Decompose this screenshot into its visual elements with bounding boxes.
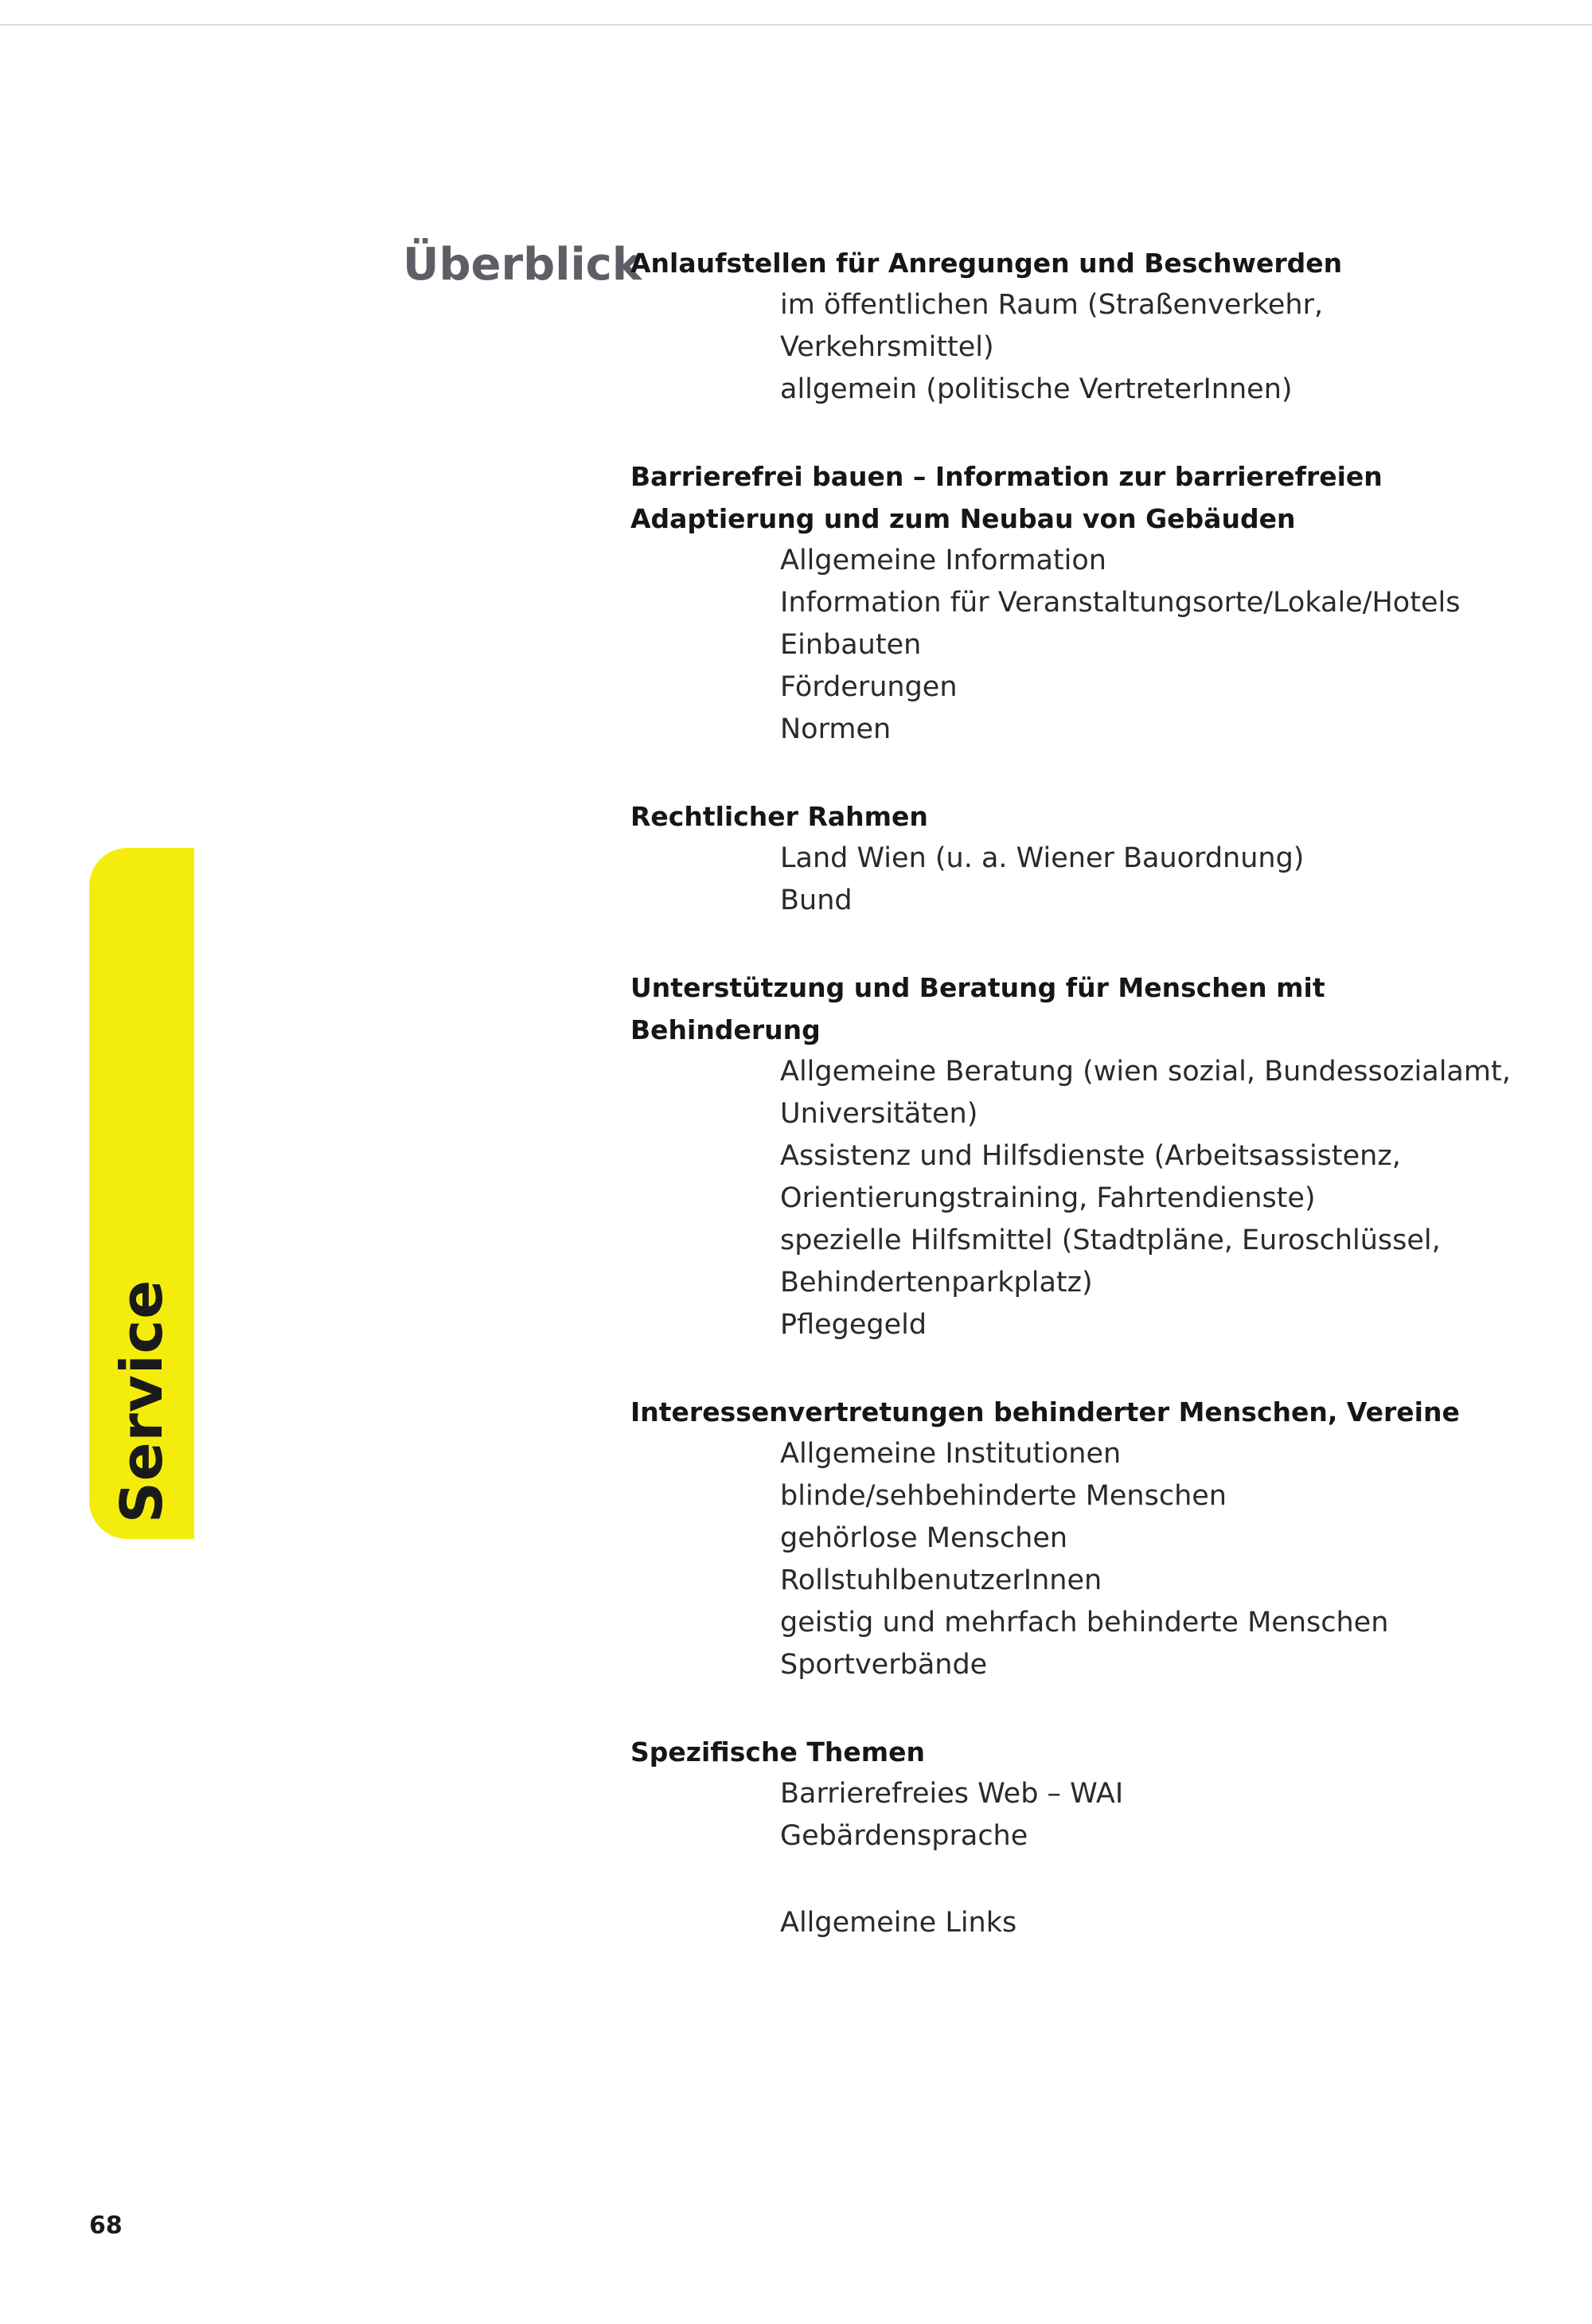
section-heading: Rechtlicher Rahmen xyxy=(630,801,928,832)
section-item: im öffentlichen Raum (Straßenverkehr, Verkehrsmittel) xyxy=(780,289,1324,363)
section-item-list xyxy=(630,1051,1522,1346)
section-item: Einbauten xyxy=(780,629,922,661)
page-title: Überblick xyxy=(403,239,642,291)
section-heading: Interessenvertretungen behinderter Menschen, Vereine xyxy=(630,1396,1460,1428)
section-item: allgemein (politische VertreterInnen) xyxy=(780,373,1293,405)
overview-content xyxy=(630,242,1522,1944)
section-interessenvertretungen xyxy=(630,1391,1522,1686)
section-anlaufstellen xyxy=(630,242,1522,411)
section-spezifische-themen xyxy=(630,1731,1522,1857)
section-item: geistig und mehrfach behinderte Menschen xyxy=(780,1607,1389,1639)
section-item: RollstuhlbenutzerInnen xyxy=(780,1564,1102,1596)
section-item-list xyxy=(630,1433,1522,1686)
section-heading: Barrierefrei bauen – Information zur barrierefreien Adaptierung und zum Neubau von Gebäuden xyxy=(630,461,1383,534)
section-item: Allgemeine Institutionen xyxy=(780,1438,1122,1470)
section-item: Assistenz und Hilfsdienste (Arbeitsassistenz, Orientierungstraining, Fahrtendienste) xyxy=(780,1140,1401,1214)
top-rule xyxy=(0,24,1592,25)
section-item: blinde/sehbehinderte Menschen xyxy=(780,1480,1227,1512)
general-links-entry: Allgemeine Links xyxy=(780,1907,1017,1939)
service-tab-label: Service xyxy=(108,1279,175,1524)
section-item: Förderungen xyxy=(780,671,958,703)
section-item: Gebärdensprache xyxy=(780,1820,1028,1852)
page-number: 68 xyxy=(89,2212,123,2240)
section-item: Bund xyxy=(780,885,853,916)
section-item: spezielle Hilfsmittel (Stadtpläne, Euroschlüssel, Behindertenparkplatz) xyxy=(780,1224,1441,1299)
section-item: gehörlose Menschen xyxy=(780,1522,1068,1554)
section-item-list xyxy=(630,1773,1522,1857)
section-rechtlicher-rahmen xyxy=(630,795,1522,922)
section-barrierefrei-bauen xyxy=(630,455,1522,751)
section-item-list xyxy=(630,284,1522,411)
section-item: Allgemeine Beratung (wien sozial, Bundessozialamt, Universitäten) xyxy=(780,1056,1511,1130)
section-heading: Anlaufstellen für Anregungen und Beschwerden xyxy=(630,248,1343,279)
section-heading: Unterstützung und Beratung für Menschen mit Behinderung xyxy=(630,972,1325,1045)
section-item: Allgemeine Information xyxy=(780,545,1106,576)
section-item: Land Wien (u. a. Wiener Bauordnung) xyxy=(780,842,1305,874)
section-item-list xyxy=(630,838,1522,922)
section-item: Barrierefreies Web – WAI xyxy=(780,1778,1124,1810)
section-item: Sportverbände xyxy=(780,1649,988,1681)
section-item: Information für Veranstaltungsorte/Lokale/Hotels xyxy=(780,587,1461,619)
section-item-list xyxy=(630,540,1522,751)
section-item: Normen xyxy=(780,713,892,745)
section-unterstuetzung xyxy=(630,967,1522,1346)
section-item: Pflegegeld xyxy=(780,1309,927,1341)
section-heading: Spezifische Themen xyxy=(630,1736,925,1767)
